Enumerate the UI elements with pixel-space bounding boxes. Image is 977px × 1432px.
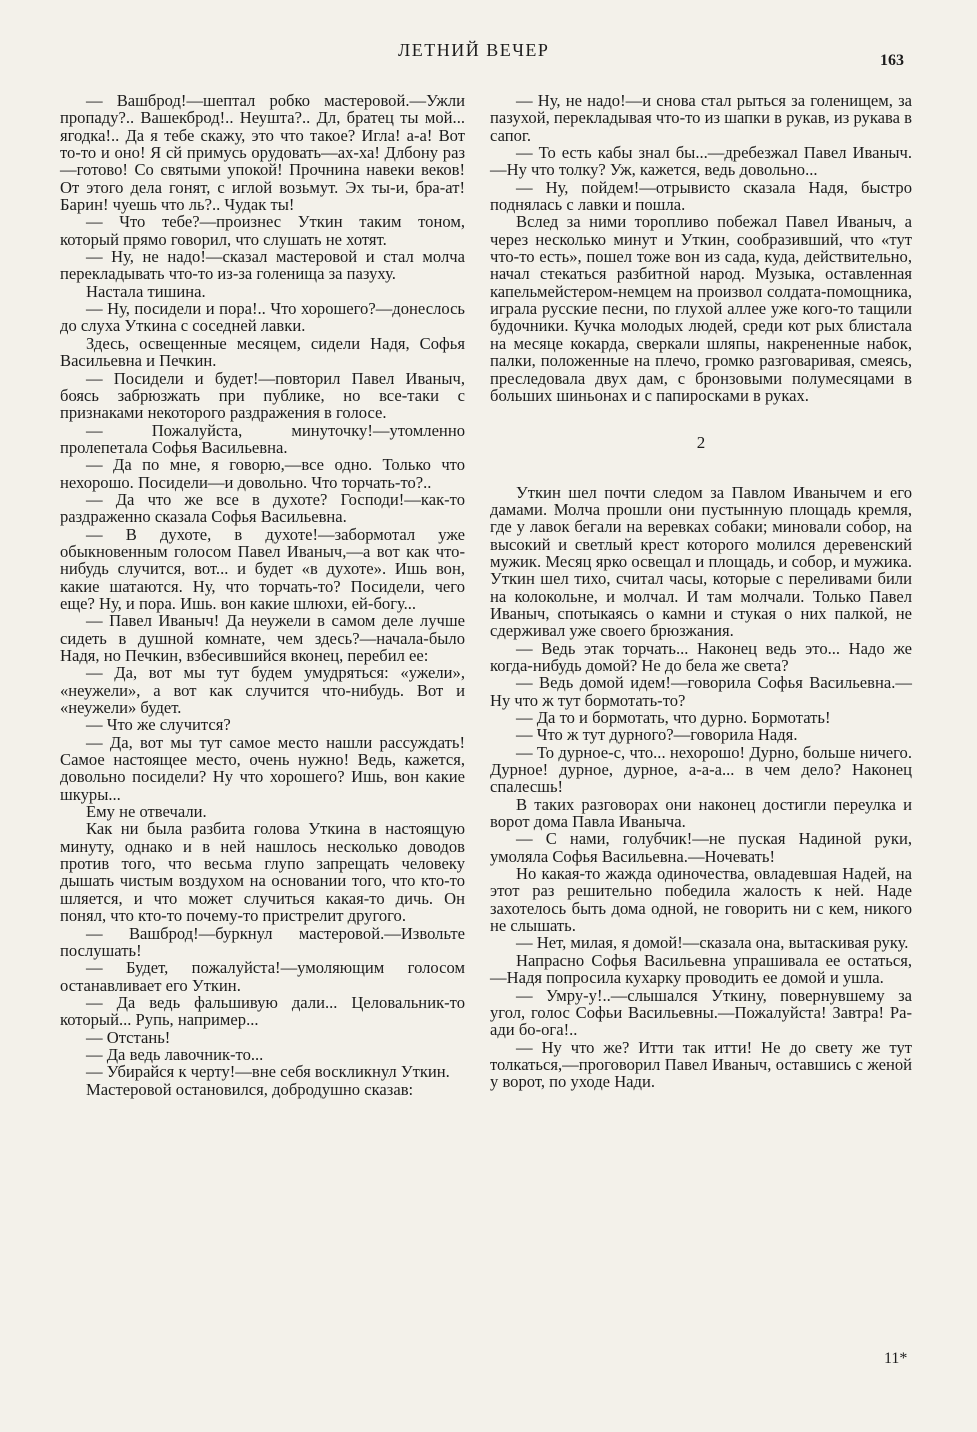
page-header: [0, 40, 977, 70]
paragraph: — Вашброд!—буркнул мастеровой.—Извольте послушать!: [60, 923, 465, 960]
signature-mark: 11*: [884, 1350, 908, 1367]
paragraph: — Ну, не надо!—сказал мастеровой и стал молча перекладывать что-то из-за голенища за пазуху.: [60, 247, 465, 284]
paragraph: — Да ведь лавочник-то...: [86, 1044, 264, 1064]
paragraph: — Ну что же? Итти так итти! Не до свету же тут толкаться,—проговорил Павел Иваныч, оставшись с женой у ворот, по уходе Нади.: [490, 1037, 912, 1092]
paragraph: Ему не отвечали.: [86, 802, 207, 822]
paragraph: — Ведь домой идем!—говорила Софья Васильевна.—Ну что ж тут бормотать-то?: [490, 673, 912, 710]
page-number: 163: [880, 52, 904, 69]
paragraph: — Пожалуйста, минуточку!—утомленно пролепетала Софья Васильевна.: [60, 420, 465, 457]
left-column: [60, 92, 465, 1098]
paragraph: — Да по мне, я говорю,—все одно. Только что нехорошо. Посидели—и довольно. Что торчать-то?..: [60, 455, 465, 492]
paragraph: — Умру-у!..—слышался Уткину, повернувшему за угол, голос Софьи Васильевны.—Пожалуйста! Завтра! Ра-ади бо-ога!..: [490, 985, 912, 1040]
paragraph: Но какая-то жажда одиночества, овладевшая Надей, на этот раз решительно победила жалость к ней. Наде захотелось быть дома одной, не говорить ни с кем, никого не слышать.: [490, 864, 912, 936]
paragraph: — То дурное-с, что... нехорошо! Дурно, больше ничего. Дурное! дурное, дурное, а-а-а... в чем дело? Наконец спалесшь!: [490, 742, 912, 797]
paragraph: В таких разговорах они наконец достигли переулка и ворот дома Павла Иваныча.: [490, 794, 912, 832]
paragraph: Как ни была разбита голова Уткина в настоящую минуту, однако и в ней нашлось несколько доводов против того, что весьма глупо запрещать человеку дышать чистым воздухом на основании того, что кто-то шляется, и что может случиться какая-то дичь. Он понял, что кто-то почему-то пристрелит другого.: [60, 819, 465, 926]
paragraph: — Да, вот мы тут самое место нашли рассуждать! Самое настоящее место, очень нужно! Ведь, кажется, довольно посидели? Ну что хорошего? Ишь, вон какие шкуры...: [60, 732, 465, 804]
paragraph: Настала тишина.: [86, 281, 206, 301]
paragraph: — Да что же все в духоте? Господи!—как-то раздраженно сказала Софья Васильевна.: [60, 489, 465, 527]
paragraph: — Что же случится?: [86, 715, 231, 735]
paragraph: — Да то и бормотать, что дурно. Бормотать!: [516, 708, 831, 727]
paragraph: — Павел Иваныч! Да неужели в самом деле лучше сидеть в душной комнате, чем здесь?—начала-было Надя, но Печкин, взбесившийся вконец, перебил ее:: [60, 611, 465, 665]
paragraph: — Что ж тут дурного?—говорила Надя.: [516, 725, 798, 745]
paragraph: Мастеровой остановился, добродушно сказав:: [86, 1079, 414, 1099]
paragraph: — Посидели и будет!—повторил Павел Иваныч, боясь забрюзжать при публике, но все-таки с признаками некоторого раздражения в голосе.: [60, 368, 465, 423]
paragraph: — Ну, посидели и пора!.. Что хорошего?—донеслось до слуха Уткина с соседней лавки.: [60, 299, 465, 336]
paragraph: — Нет, милая, я домой!—сказала она, вытаскивая руку.: [516, 933, 909, 953]
paragraph: — Что тебе?—произнес Уткин таким тоном, который прямо говорил, что слушать не хотят.: [60, 212, 465, 249]
paragraph: — Убирайся к черту!—вне себя воскликнул Уткин.: [86, 1062, 450, 1082]
paragraph: — Отстань!: [86, 1027, 171, 1047]
paragraph: — Да, вот мы тут будем умудряться: «ужели», «неужели», а вот как случится что-нибудь. Вот и «неужели» будет.: [60, 663, 465, 718]
paragraph: — Ну, не надо!—и снова стал рыться за голенищем, за пазухой, перекладывая что-то из шапки в рукав, из рукава в сапог.: [490, 91, 912, 145]
paragraph: — Ведь этак торчать... Наконец ведь это... Надо же когда-нибудь домой? Не до бела же света?: [490, 638, 912, 675]
running-title: ЛЕТНИЙ ВЕЧЕР: [398, 40, 550, 60]
paragraph: Здесь, освещенные месяцем, сидели Надя, Софья Васильевна и Печкин.: [60, 333, 465, 371]
paragraph: — С нами, голубчик!—не пуская Надиной руки, умоляла Софья Васильевна.—Ночевать!: [490, 829, 912, 866]
paragraph: — Ну, пойдем!—отрывисто сказала Надя, быстро поднялась с лавки и пошла.: [490, 177, 912, 215]
paragraph: Вслед за ними торопливо побежал Павел Иваныч, а через несколько минут и Уткин, сообразивший, что «тут что-то есть», пошел тоже вон из сада, куда, действительно, начал стекаться разбитной народ. Музыка, оставленная капельмейстером-немцем на произвол солдата-помощника, играла русские песни, по глухой аллее уже кого-то тащили будочники. Кучка молодых людей, среди кот рых блистала на месяце кокарда, сверкали шляпы, накрененные набок, палки, положенные на плечо, громко разговаривая, смеясь, преследовала двух дам, с бронзовыми полумесяцами в больших шиньонах и с папиросками в руках.: [490, 212, 912, 405]
paragraph: — То есть кабы знал бы...—дребезжал Павел Иваныч.—Ну что толку? Уж, кажется, ведь довольно...: [490, 143, 912, 180]
paragraph: — Вашброд!—шептал робко мастеровой.—Ужли пропаду?.. Вашекброд!.. Неушта?.. Дл, братец ты мой... ягодка!.. Да я тебе скажу, это что такое? Игла! а-а! Вот то-то и оно! Я сй примусь орудовать—ах-ха! Длбону раз—готово! Со святыми упокой! Прочнина навеки веков! От этого дела гонят, с иглой возьмут. Эх ты-и, бра-ат! Барин! чуешь что ль?.. Чудак ты!: [60, 91, 465, 215]
paragraph: Напрасно Софья Васильевна упрашивала ее остаться,—Надя попросила кухарку проводить ее домой и ушла.: [490, 950, 912, 988]
paragraph: — Да ведь фальшивую дали... Целовальник-то который... Рупь, например...: [60, 992, 465, 1030]
right-column: [490, 92, 912, 1091]
paragraph: — Будет, пожалуйста!—умоляющим голосом останавливает его Уткин.: [60, 958, 465, 995]
section-number: 2: [696, 433, 706, 453]
paragraph: — В духоте, в духоте!—забормотал уже обыкновенным голосом Павел Иваныч,—а вот как что-нибудь случится, вот... и будет «в духоте». Ишь вон, какие шатаются. Ну, что торчать-то? Посидели, чего еще? Ну, и пора. Ишь. вон какие шлюхи, ей-богу...: [60, 524, 465, 613]
paragraph: Уткин шел почти следом за Павлом Иванычем и его дамами. Молча прошли они пустынную площадь кремля, где у лавок бегали на веревках собаки; миновали собор, на высокий и светлый крест которого молился деревенский мужик. Месяц ярко освещал и площадь, и собор, и мужика. Уткин шел тихо, считал часы, которые с переливами били на колокольне, и молчал. И там молчали. Только Павел Иваныч, спотыкаясь о камни и стукая о них палкой, не сдерживал уже своего брюзжания.: [490, 482, 912, 641]
